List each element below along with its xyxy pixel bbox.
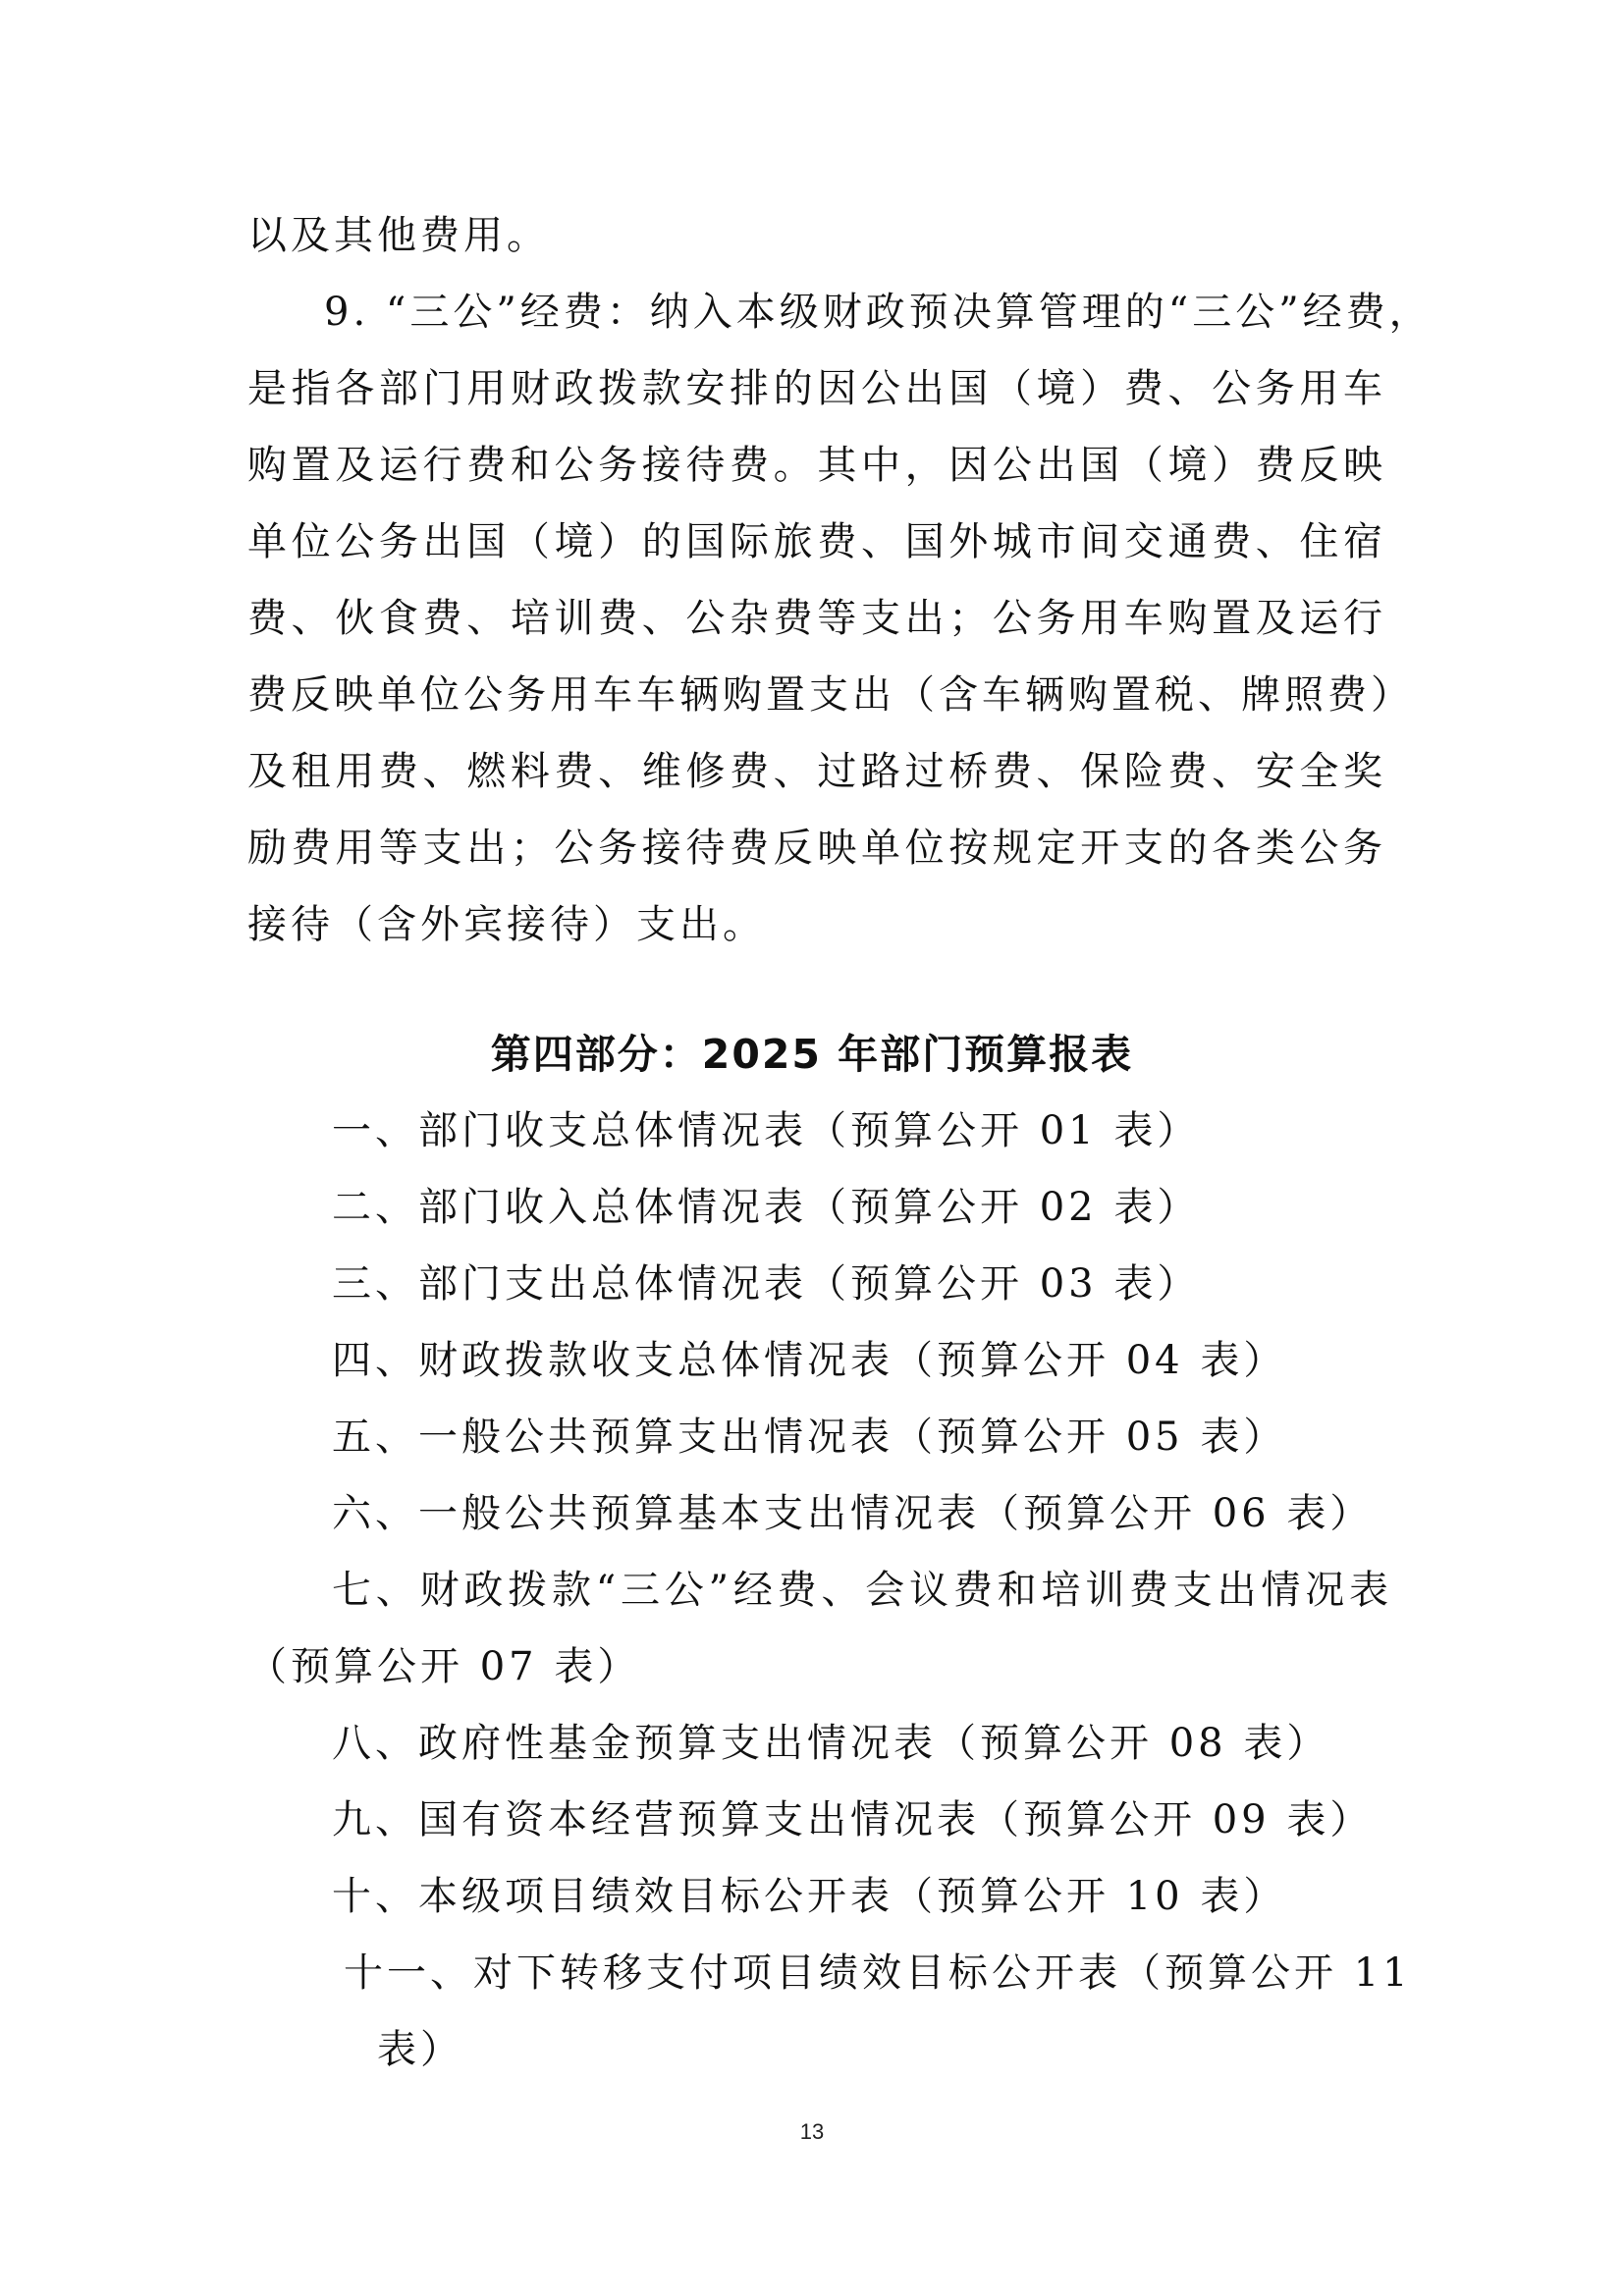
list-item: 九、国有资本经营预算支出情况表（预算公开 09 表） bbox=[332, 1797, 1374, 1842]
list-item: 七、财政拨款“三公”经费、会议费和培训费支出情况表 bbox=[332, 1568, 1392, 1613]
list-item-continuation: 表） bbox=[377, 2027, 463, 2072]
list-item: 八、政府性基金预算支出情况表（预算公开 08 表） bbox=[332, 1721, 1330, 1766]
list-item: 四、财政拨款收支总体情况表（预算公开 04 表） bbox=[332, 1338, 1287, 1383]
paragraph-line: 及租用费、燃料费、维修费、过路过桥费、保险费、安全奖 bbox=[247, 749, 1386, 794]
list-item: 二、部门收入总体情况表（预算公开 02 表） bbox=[332, 1185, 1201, 1230]
list-item: 十一、对下转移支付项目绩效目标公开表（预算公开 11 bbox=[344, 1950, 1412, 1996]
list-item: 十、本级项目绩效目标公开表（预算公开 10 表） bbox=[332, 1874, 1287, 1919]
list-item: 五、一般公共预算支出情况表（预算公开 05 表） bbox=[332, 1415, 1287, 1460]
paragraph-line: 费反映单位公务用车车辆购置支出（含车辆购置税、牌照费） bbox=[247, 672, 1414, 718]
paragraph-line: 接待（含外宾接待）支出。 bbox=[247, 902, 766, 947]
list-item-continuation: （预算公开 07 表） bbox=[247, 1644, 641, 1689]
paragraph-line: 励费用等支出；公务接待费反映单位按规定开支的各类公务 bbox=[247, 826, 1386, 871]
list-item: 三、部门支出总体情况表（预算公开 03 表） bbox=[332, 1261, 1201, 1307]
paragraph-line: 是指各部门用财政拨款安排的因公出国（境）费、公务用车 bbox=[247, 366, 1386, 411]
paragraph-line: 9. “三公”经费：纳入本级财政预决算管理的“三公”经费， bbox=[324, 290, 1433, 335]
list-item: 六、一般公共预算基本支出情况表（预算公开 06 表） bbox=[332, 1491, 1374, 1536]
paragraph-line: 费、伙食费、培训费、公杂费等支出；公务用车购置及运行 bbox=[247, 596, 1386, 641]
paragraph-line: 单位公务出国（境）的国际旅费、国外城市间交通费、住宿 bbox=[247, 519, 1386, 564]
section-title: 第四部分：2025 年部门预算报表 bbox=[490, 1031, 1134, 1078]
paragraph-line: 以及其他费用。 bbox=[247, 213, 550, 258]
paragraph-line: 购置及运行费和公务接待费。其中，因公出国（境）费反映 bbox=[247, 443, 1386, 488]
page-number: 13 bbox=[799, 2119, 825, 2144]
list-item: 一、部门收支总体情况表（预算公开 01 表） bbox=[332, 1108, 1201, 1153]
